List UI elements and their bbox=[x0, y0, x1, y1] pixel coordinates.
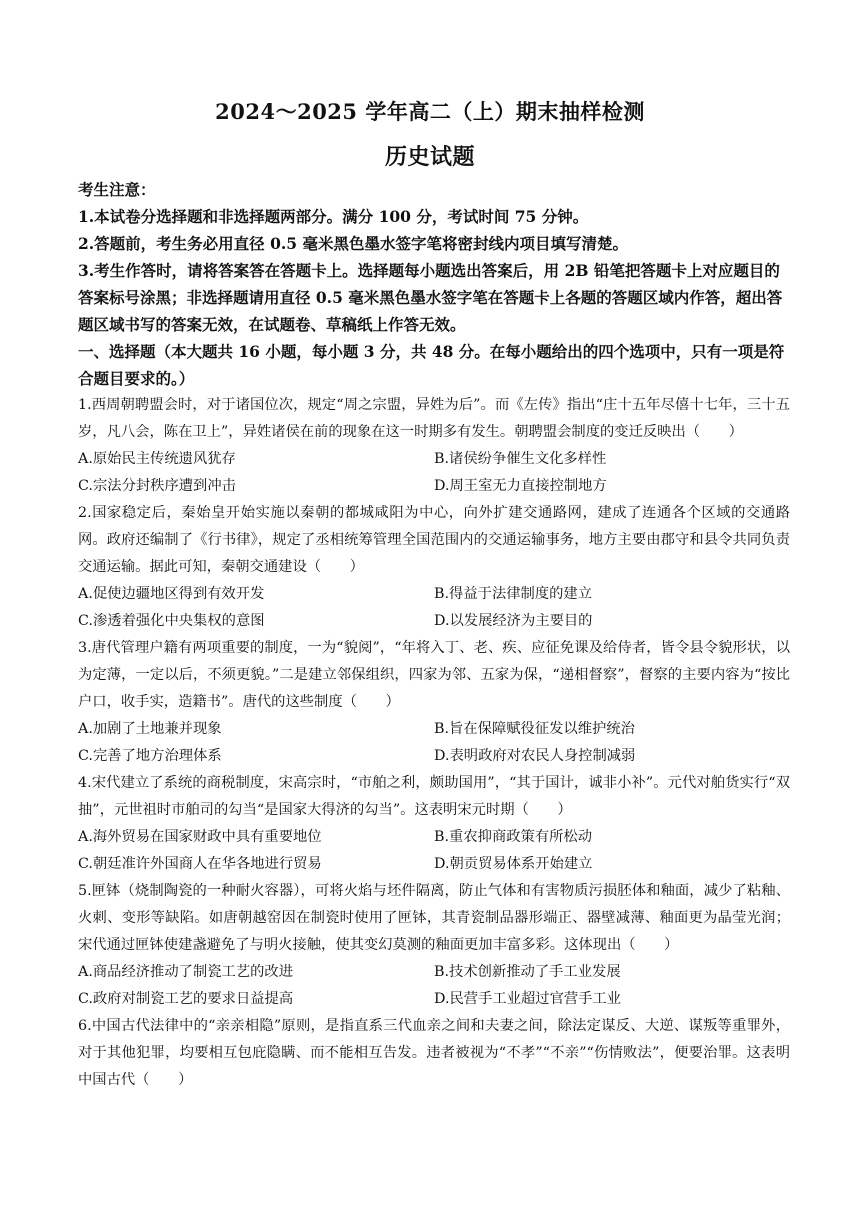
option-d[interactable]: D.以发展经济为主要目的 bbox=[434, 613, 593, 629]
exam-subtitle: 历史试题 bbox=[384, 144, 475, 170]
option-list bbox=[78, 959, 790, 1013]
notice-item: 3.考生作答时，请将答案答在答题卡上。选择题每小题选出答案后，用 2B 铅笔把答题卡上对应题目的答案标号涂黑；非选择题请用直径 0.5 毫米黑色墨水签字笔在答题卡上各题的答题区域内作答，超出答题区域书写的答案无效，在试题卷、草稿纸上作答无效。 bbox=[78, 261, 783, 334]
option-a[interactable]: A.海外贸易在国家财政中具有重要地位 bbox=[78, 829, 322, 845]
question-6 bbox=[78, 1013, 790, 1094]
question-2 bbox=[78, 500, 790, 635]
question-stem: 3.唐代管理户籍有两项重要的制度，一为“貌阅”，“年将入丁、老、疾、应征免课及给侍者，皆令县令貌形状，以为定薄，一定以后，不须更貌。”二是建立邻保组织，四家为邻、五家为保，“递相督察”，督察的主要内容为“按比户口，收手实，造籍书”。唐代的这些制度（ ） bbox=[78, 640, 790, 710]
option-c[interactable]: C.完善了地方治理体系 bbox=[78, 748, 222, 764]
question-3 bbox=[78, 635, 790, 770]
exam-content bbox=[78, 176, 790, 1094]
option-list bbox=[78, 581, 790, 635]
question-stem: 1.西周朝聘盟会时，对于诸国位次，规定“周之宗盟，异姓为后”。而《左传》指出“庄十五年尽僖十七年，三十五岁，凡八会，陈在卫上”，异姓诸侯在前的现象在这一时期多有发生。朝聘盟会制度的变迁反映出（ ） bbox=[78, 397, 790, 440]
option-d[interactable]: D.朝贡贸易体系开始建立 bbox=[434, 856, 593, 872]
option-a[interactable]: A.原始民主传统遗风犹存 bbox=[78, 451, 236, 467]
option-b[interactable]: B.诸侯纷争催生文化多样性 bbox=[434, 451, 607, 467]
question-stem: 6.中国古代法律中的“亲亲相隐”原则，是指直系三代血亲之间和夫妻之间，除法定谋反、大逆、谋叛等重罪外，对于其他犯罪，均要相互包庇隐瞒、而不能相互告发。违者被视为“不孝”“不亲”“伤情败法”，便要治罪。这表明中国古代（ ） bbox=[78, 1018, 790, 1088]
option-c[interactable]: C.渗透着强化中央集权的意图 bbox=[78, 613, 265, 629]
question-stem: 2.国家稳定后，秦始皇开始实施以秦朝的都城咸阳为中心，向外扩建交通路网，建成了连通各个区域的交通路网。政府还编制了《行书律》，规定了丞相统筹管理全国范围内的交通运输事务，地方主要由郡守和县令共同负责交通运输。据此可知，秦朝交通建设（ ） bbox=[78, 505, 790, 575]
option-a[interactable]: A.加剧了土地兼并现象 bbox=[78, 721, 222, 737]
option-b[interactable]: B.技术创新推动了手工业发展 bbox=[434, 964, 621, 980]
notice-item: 2.答题前，考生务必用直径 0.5 毫米黑色墨水签字笔将密封线内项目填写清楚。 bbox=[78, 234, 628, 253]
option-d[interactable]: D.表明政府对农民人身控制减弱 bbox=[434, 748, 636, 764]
section-heading: 一、选择题（本大题共 16 小题，每小题 3 分，共 48 分。在每小题给出的四个选项中，只有一项是符合题目要求的。） bbox=[78, 342, 785, 388]
option-list bbox=[78, 446, 790, 500]
question-1 bbox=[78, 392, 790, 500]
notice-item: 1.本试卷分选择题和非选择题两部分。满分 100 分，考试时间 75 分钟。 bbox=[78, 207, 589, 226]
notice-heading: 考生注意： bbox=[78, 180, 156, 199]
option-a[interactable]: A.商品经济推动了制瓷工艺的改进 bbox=[78, 964, 294, 980]
option-d[interactable]: D.周王室无力直接控制地方 bbox=[434, 478, 607, 494]
option-b[interactable]: B.旨在保障赋役征发以维护统治 bbox=[434, 721, 635, 737]
option-d[interactable]: D.民营手工业超过官营手工业 bbox=[434, 991, 622, 1007]
option-list bbox=[78, 716, 790, 770]
question-stem: 5.匣钵（烧制陶瓷的一种耐火容器），可将火焰与坯件隔离，防止气体和有害物质污损胚体和釉面，减少了粘釉、火刺、变形等缺陷。如唐朝越窑因在制瓷时使用了匣钵，其青瓷制品器形端正、器壁减薄、釉面更为晶莹光润；宋代通过匣钵使建盏避免了与明火接触，使其变幻莫测的釉面更加丰富多彩。这体现出（ ） bbox=[78, 883, 790, 953]
option-list bbox=[78, 824, 790, 878]
option-a[interactable]: A.促使边疆地区得到有效开发 bbox=[78, 586, 265, 602]
option-b[interactable]: B.重农抑商政策有所松动 bbox=[434, 829, 593, 845]
question-5 bbox=[78, 878, 790, 1013]
question-stem: 4.宋代建立了系统的商税制度，宋高宗时，“市舶之利，颇助国用”，“其于国计，诚非小补”。元代对舶货实行“双抽”，元世祖时市舶司的勾当“是国家大得济的勾当”。这表明宋元时期（ ） bbox=[78, 775, 790, 818]
option-c[interactable]: C.政府对制瓷工艺的要求日益提高 bbox=[78, 991, 294, 1007]
option-c[interactable]: C.宗法分封秩序遭到冲击 bbox=[78, 478, 236, 494]
option-b[interactable]: B.得益于法律制度的建立 bbox=[434, 586, 593, 602]
exam-title: 2024～2025 学年高二（上）期末抽样检测 bbox=[215, 99, 645, 124]
question-4 bbox=[78, 770, 790, 878]
option-c[interactable]: C.朝廷准许外国商人在华各地进行贸易 bbox=[78, 856, 322, 872]
